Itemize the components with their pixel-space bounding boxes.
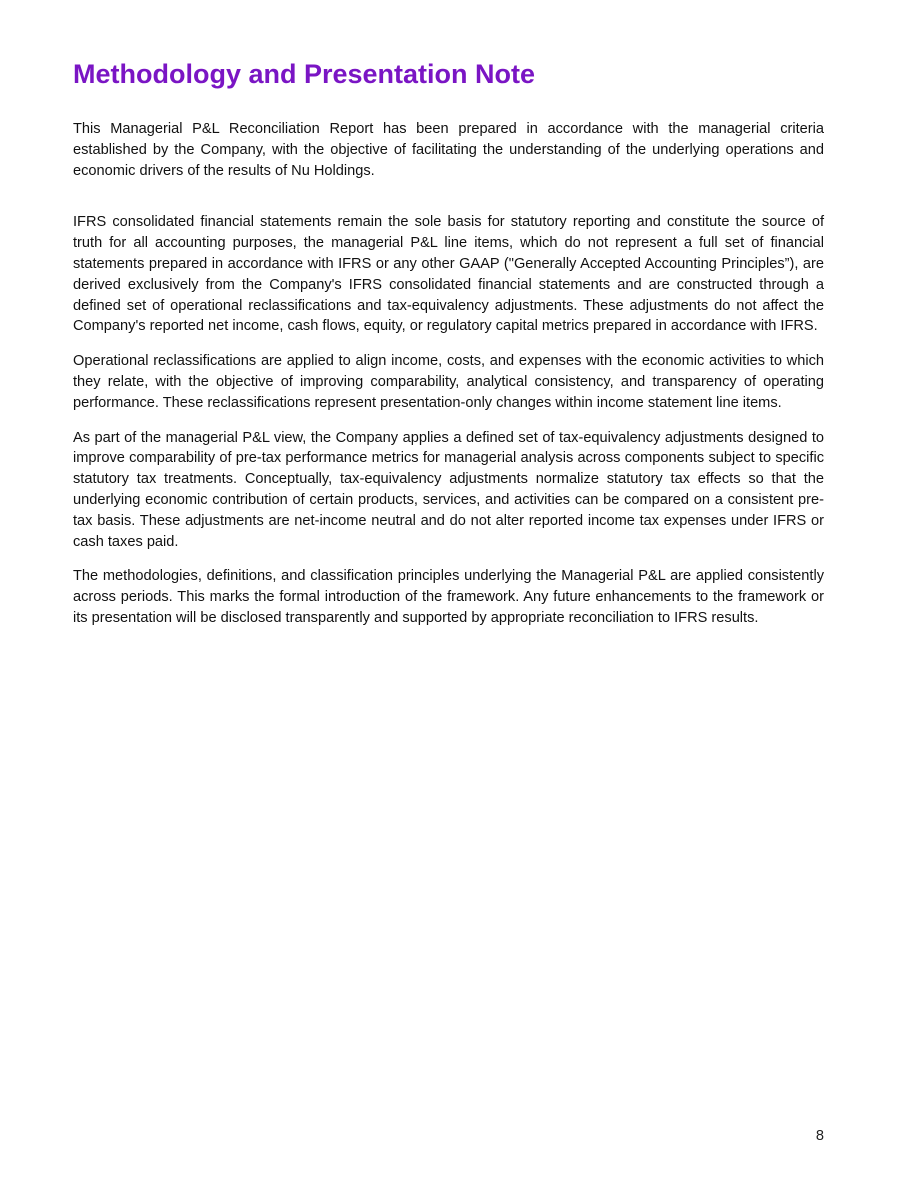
body-text bbox=[73, 119, 824, 629]
paragraph-methodology-consistency: The methodologies, definitions, and classification principles underlying the Managerial P&L are applied consistently across periods. This marks the formal introduction of the framework. Any future enhancements to the framework or its presentation will be disclosed transparently and supported by appropriate reconciliation to IFRS results. bbox=[73, 568, 824, 626]
paragraph-operational-reclassifications: Operational reclassifications are applied to align income, costs, and expenses with the economic activities to which they relate, with the objective of improving comparability, analytical consistency, and transparency of operating performance. These reclassifications represent presentation-only changes within income statement line items. bbox=[73, 353, 824, 411]
page-number: 8 bbox=[815, 1128, 824, 1144]
paragraph-tax-equivalency-adjustments: As part of the managerial P&L view, the Company applies a defined set of tax-equivalency adjustments designed to improve comparability of pre-tax performance metrics for managerial analysis across components subject to specific statutory tax treatments. Conceptually, tax-equivalency adjustments normalize statutory tax effects so that the underlying economic contribution of certain products, services, and activities can be compared on a consistent pre-tax basis. These adjustments are net-income neutral and do not alter reported income tax expenses under IFRS or cash taxes paid. bbox=[73, 429, 824, 550]
page-title: Methodology and Presentation Note bbox=[73, 59, 536, 89]
paragraph-report-purpose: This Managerial P&L Reconciliation Report has been prepared in accordance with the managerial criteria established by the Company, with the objective of facilitating the understanding of the underlying operations and economic drivers of the results of Nu Holdings. bbox=[73, 121, 824, 179]
paragraph-ifrs-basis: IFRS consolidated financial statements remain the sole basis for statutory reporting and constitute the source of truth for all accounting purposes, the managerial P&L line items, which do not represent a full set of financial statements prepared in accordance with IFRS or any other GAAP ("Generally Accepted Accounting Principles”), are derived exclusively from the Company's IFRS consolidated financial statements and are constructed through a defined set of operational reclassifications and tax-equivalency adjustments. These adjustments do not affect the Company's reported net income, cash flows, equity, or regulatory capital metrics prepared in accordance with IFRS. bbox=[73, 214, 824, 335]
